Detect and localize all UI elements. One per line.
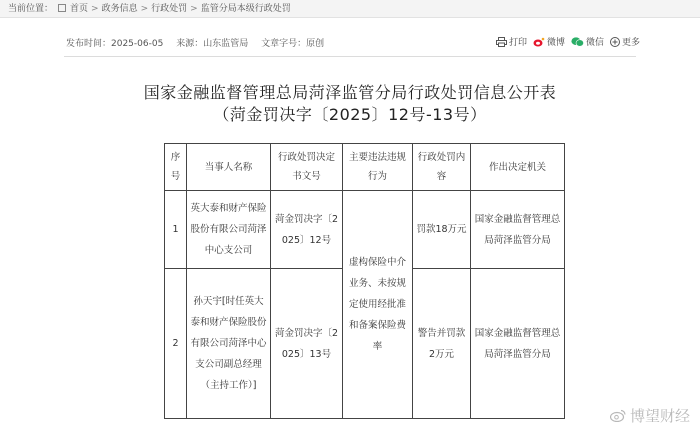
row-penalty: 警告并罚款2万元: [413, 269, 471, 419]
article-source: 来源：山东监管局: [176, 39, 249, 49]
breadcrumb: 当前位置： 首页 > 政务信息 > 行政处罚 > 监管分局本级行政处罚: [0, 0, 700, 18]
plus-circle-icon: [610, 37, 620, 47]
print-button[interactable]: [496, 35, 527, 48]
page-subtitle: （菏金罚决字〔2025〕12号-13号）: [213, 105, 487, 124]
table-row: [165, 191, 565, 269]
row-authority: 国家金融监督管理总局菏泽监管分局: [471, 269, 565, 419]
row-no: 2: [165, 269, 187, 419]
page-title: 国家金融监督管理总局菏泽监管分局行政处罚信息公开表: [143, 83, 557, 102]
header-doc-number: 行政处罚决定书文号: [271, 144, 343, 191]
header-no: 序号: [165, 144, 187, 191]
header-party: 当事人名称: [187, 144, 271, 191]
weibo-share-button[interactable]: [533, 35, 565, 48]
row-doc-number: 菏金罚决字〔2025〕13号: [271, 269, 343, 419]
more-label: 更多: [621, 38, 640, 48]
header-penalty: 行政处罚内容: [413, 144, 471, 191]
wechat-label: 微信: [585, 38, 604, 48]
share-bar: [496, 35, 640, 48]
row-violation: 虚构保险中介业务、未按规定使用经批准和备案保险费率: [343, 191, 413, 419]
weibo-watermark-icon: [610, 409, 626, 422]
row-party: 孙天宇[时任英大泰和财产保险股份有限公司菏泽中心支公司副总经理（主持工作）]: [187, 269, 271, 419]
article-type: 文章字号：原创: [261, 39, 325, 49]
watermark: [610, 405, 690, 426]
breadcrumb-label: 当前位置：: [8, 4, 54, 14]
article-meta: [66, 36, 334, 49]
breadcrumb-current[interactable]: 监管分局本级行政处罚: [200, 4, 291, 14]
breadcrumb-penalty[interactable]: 行政处罚: [151, 4, 188, 14]
printer-icon: [496, 37, 507, 47]
more-share-button[interactable]: [610, 35, 640, 48]
row-penalty: 罚款18万元: [413, 191, 471, 269]
header-authority: 作出决定机关: [471, 144, 565, 191]
row-party: 英大泰和财产保险股份有限公司菏泽中心支公司: [187, 191, 271, 269]
header-divider: [64, 56, 636, 57]
breadcrumb-home[interactable]: 首页: [70, 4, 89, 14]
wechat-share-button[interactable]: [571, 35, 604, 48]
breadcrumb-gov-info[interactable]: 政务信息: [101, 4, 138, 14]
table-header-row: [165, 144, 565, 191]
penalty-table: [164, 143, 565, 419]
print-label: 打印: [508, 38, 527, 48]
weibo-label: 微博: [546, 38, 565, 48]
publish-date: 发布时间：2025-06-05: [66, 39, 164, 49]
weibo-icon: [533, 37, 545, 47]
watermark-text: 博望财经: [629, 407, 690, 425]
row-no: 1: [165, 191, 187, 269]
row-authority: 国家金融监督管理总局菏泽监管分局: [471, 191, 565, 269]
row-doc-number: 菏金罚决字〔2025〕12号: [271, 191, 343, 269]
header-violation: 主要违法违规行为: [343, 144, 413, 191]
wechat-icon: [571, 37, 584, 47]
home-icon: [58, 4, 66, 12]
